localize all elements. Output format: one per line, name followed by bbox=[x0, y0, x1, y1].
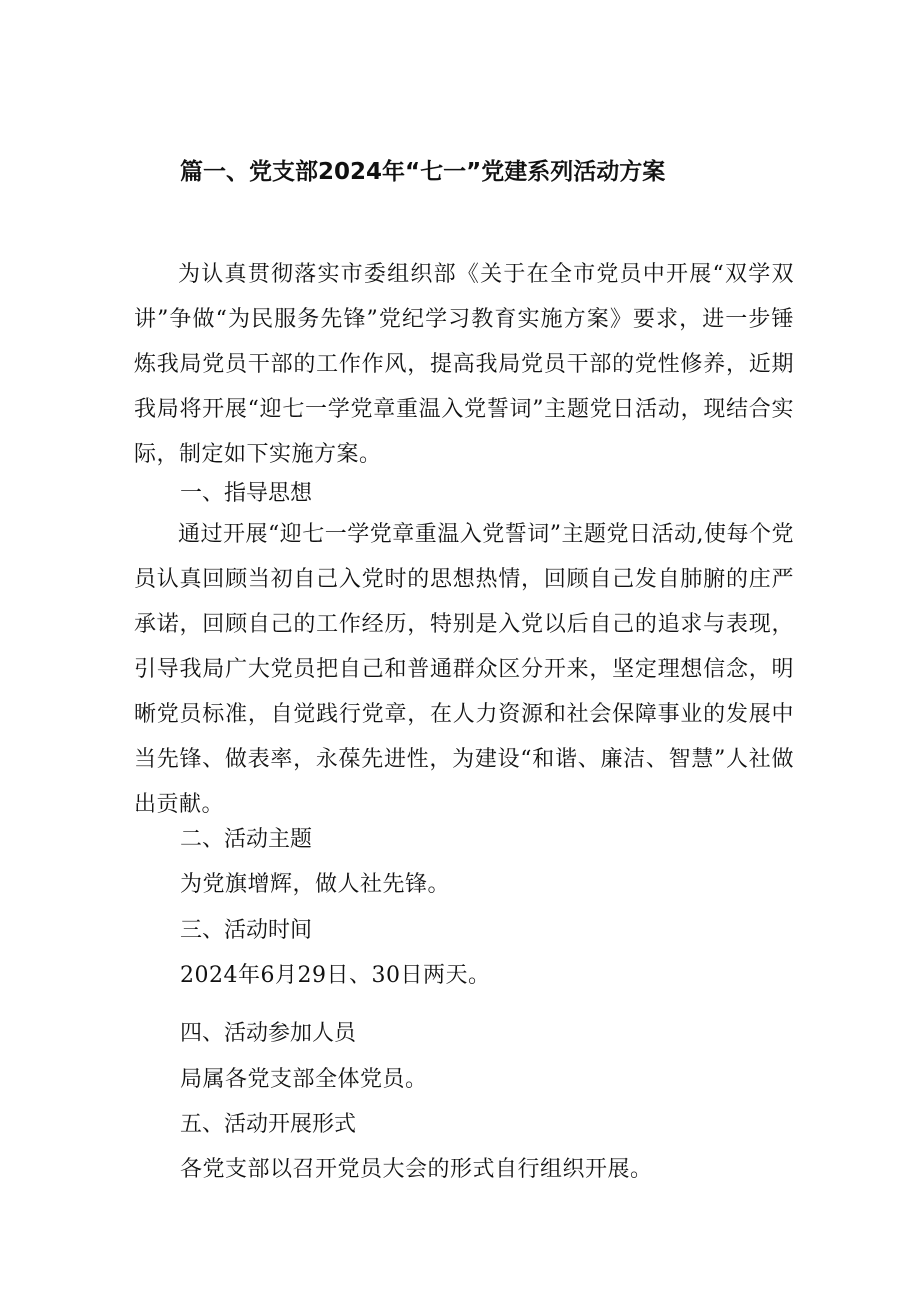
section-heading-activity-theme: 二、活动主题 bbox=[180, 827, 313, 852]
section-heading-activity-form: 五、活动开展形式 bbox=[180, 1112, 357, 1137]
section-content-guiding-ideology: 通过开展“迎七一学党章重温入党誓词”主题党日活动,使每个党员认真回顾当初自己入党时的思想热情，回顾自己发自肺腑的庄严承诺，回顾自己的工作经历，特别是入党以后自己的追求与表现，引导我局广大党员把自己和普通群众区分开来，坚定理想信念，明晰党员标准，自觉践行党章，在人力资源和社会保障事业的发展中当先锋、做表率，永葆先进性，为建设“和谐、廉洁、智慧”人社做出贡献。 bbox=[134, 522, 794, 817]
section-content-participants: 局属各党支部全体党员。 bbox=[180, 1067, 428, 1092]
section-heading-participants: 四、活动参加人员 bbox=[180, 1021, 357, 1046]
section-heading-guiding-ideology: 一、指导思想 bbox=[180, 481, 313, 506]
section-heading-activity-time: 三、活动时间 bbox=[180, 918, 313, 943]
section-content-activity-time: 2024年6月29日、30日两天。 bbox=[180, 963, 491, 988]
document-title: 篇一、党支部2024年“七一”党建系列活动方案 bbox=[180, 159, 666, 185]
section-content-activity-form: 各党支部以召开党员大会的形式自行组织开展。 bbox=[180, 1157, 653, 1182]
intro-paragraph: 为认真贯彻落实市委组织部《关于在全市党员中开展“双学双讲”争做“为民服务先锋”党纪学习教育实施方案》要求，进一步锤炼我局党员干部的工作作风，提高我局党员干部的党性修养，近期我局将开展“迎七一学党章重温入党誓词”主题党日活动，现结合实际，制定如下实施方案。 bbox=[134, 262, 794, 467]
section-content-activity-theme: 为党旗增辉，做人社先锋。 bbox=[180, 872, 451, 897]
